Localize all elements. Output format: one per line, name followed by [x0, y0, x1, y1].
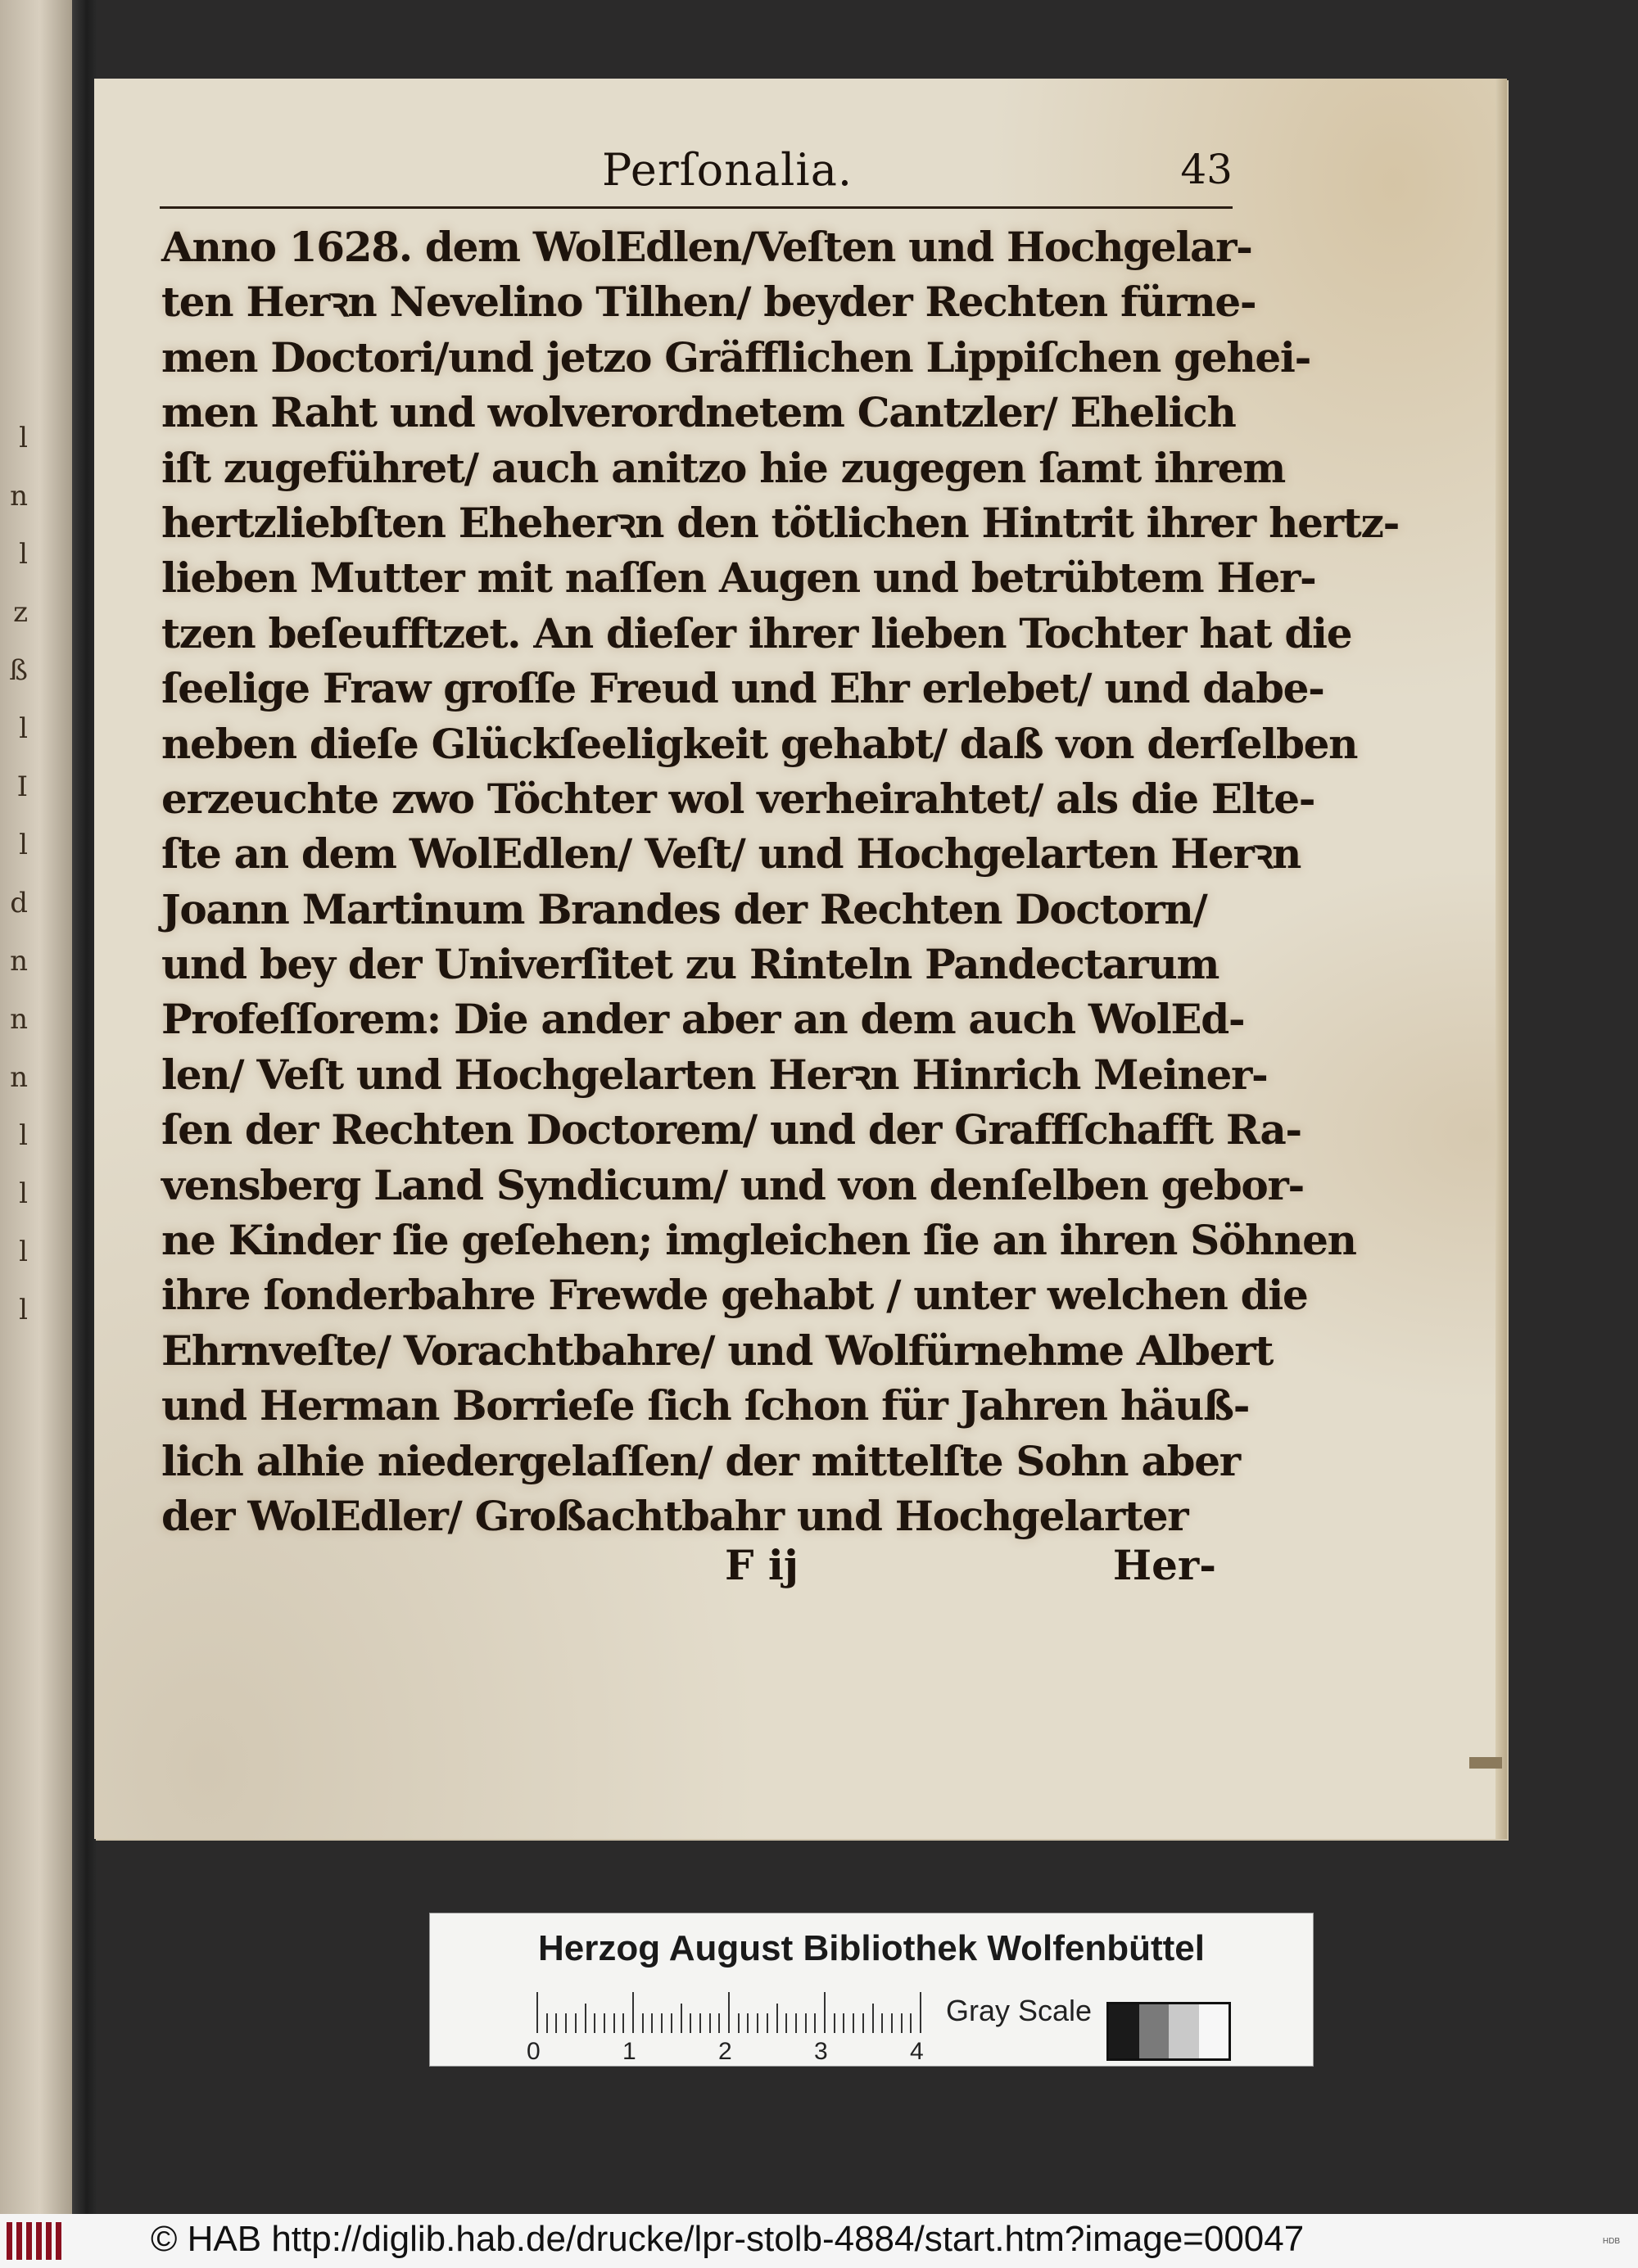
gray-swatch — [1139, 2004, 1170, 2058]
ruler-tick — [565, 2013, 567, 2033]
page-number: 43 — [1180, 146, 1233, 193]
fragment: n — [10, 1061, 28, 1094]
signature-line — [725, 1541, 1216, 1598]
cm-ruler — [536, 1992, 930, 2033]
ruler-tick — [767, 2013, 768, 2033]
text-line: und bey der Univerſitet zu Rinteln Pandectarum — [161, 940, 1219, 989]
text-line: ſte an dem WolEdlen/ Veſt/ und Hochgelarten Herꝛn — [161, 829, 1301, 879]
ruler-tick — [824, 1992, 826, 2033]
logo-bar — [36, 2222, 42, 2260]
logo-bar — [56, 2222, 61, 2260]
catchword: Her- — [1112, 1541, 1216, 1589]
ruler-label: 1 — [622, 2038, 636, 2065]
gray-swatch — [1109, 2004, 1139, 2058]
text-line: Profeſſorem: Die ander aber an dem auch WolEd- — [161, 995, 1245, 1044]
text-line: ſen der Rechten Doctorem/ und der Graffſchafft Ra- — [161, 1105, 1301, 1154]
ruler-tick — [661, 2013, 663, 2033]
gray-scale-label: Gray Scale — [946, 1994, 1093, 2027]
ruler-tick — [651, 2013, 653, 2033]
text-line: lieben Mutter mit naſſen Augen und betrübtem Her- — [161, 553, 1316, 603]
ruler-tick — [690, 2013, 691, 2033]
ruler-tick — [699, 2013, 701, 2033]
footer-mark: HDB — [1602, 2237, 1620, 2246]
ruler-tick — [681, 2004, 682, 2033]
text-line: und Herman Borrieſe ſich ſchon für Jahren häuß- — [161, 1381, 1250, 1430]
ruler-tick — [881, 2013, 883, 2033]
text-line: ſeelige Fraw groſſe Freud und Ehr erlebet/ und dabe- — [161, 664, 1324, 713]
ruler-tick — [718, 2013, 720, 2033]
ruler-tick — [632, 1992, 634, 2033]
text-line: men Raht und wolverordnetem Cantzler/ Ehelich — [161, 388, 1236, 437]
ruler-tick — [671, 2013, 672, 2033]
fragment: n — [10, 1003, 28, 1036]
ruler-tick — [785, 2013, 787, 2033]
ruler-tick — [594, 2013, 595, 2033]
ruler-tick — [709, 2013, 711, 2033]
ruler-tick — [604, 2013, 605, 2033]
fragment: n — [10, 480, 28, 513]
ruler-tick — [622, 2013, 624, 2033]
copyright-url[interactable]: © HAB http://diglib.hab.de/drucke/lpr-stolb-4884/start.htm?image=00047 — [151, 2219, 1305, 2259]
ruler-tick — [910, 2013, 912, 2033]
fragment: l — [19, 1119, 28, 1152]
hab-logo-icon — [7, 2222, 64, 2260]
facing-page-edge — [0, 0, 72, 2268]
ruler-tick — [891, 2013, 893, 2033]
text-line: len/ Veſt und Hochgelarten Herꝛn Hinrich Meiner- — [161, 1050, 1268, 1099]
ruler-tick — [814, 2013, 816, 2033]
ruler-label: 4 — [910, 2038, 924, 2065]
fragment: ß — [9, 654, 28, 687]
fragment: l — [19, 1294, 28, 1326]
ruler-tick — [747, 2013, 749, 2033]
ruler-tick — [834, 2013, 835, 2033]
library-title: Herzog August Bibliothek Wolfenbüttel — [538, 1928, 1205, 1968]
running-head: Perſonalia. — [602, 144, 853, 196]
signature-mark: F ij — [725, 1541, 799, 1589]
gray-scale-swatches — [1106, 2002, 1231, 2061]
fragment: l — [19, 1236, 28, 1268]
ruler-tick — [642, 2013, 644, 2033]
ruler-label: 2 — [718, 2038, 732, 2065]
ruler-tick — [613, 2013, 615, 2033]
header-rule — [160, 206, 1233, 209]
text-line: Ehrnveſte/ Vorachtbahre/ und Wolfürnehme Albert — [161, 1326, 1274, 1375]
text-line: ihre ſonderbahre Frewde gehabt / unter welchen die — [161, 1271, 1308, 1320]
text-line: ten Herꝛn Nevelino Tilhen/ beyder Rechten fürne- — [161, 278, 1256, 327]
color-scale-card — [429, 1913, 1314, 2067]
facing-page-fragments — [0, 409, 33, 1340]
ruler-tick — [585, 2004, 586, 2033]
ruler-tick — [728, 1992, 730, 2033]
ruler-tick — [546, 2013, 548, 2033]
text-line: ne Kinder ſie geſehen; imgleichen ſie an ihren Söhnen — [161, 1216, 1356, 1265]
fragment: n — [10, 945, 28, 978]
text-line: Anno 1628. dem WolEdlen/Veſten und Hochgelar- — [161, 223, 1252, 271]
gray-swatch — [1199, 2004, 1229, 2058]
ruler-tick — [795, 2013, 797, 2033]
ruler-tick — [872, 2004, 874, 2033]
fragment: z — [13, 596, 28, 629]
ruler-tick — [757, 2013, 758, 2033]
ruler-tick — [555, 2013, 557, 2033]
fragment: l — [19, 1177, 28, 1210]
logo-bar — [26, 2222, 32, 2260]
ruler-label: 0 — [527, 2038, 541, 2065]
ruler-label: 3 — [814, 2038, 828, 2065]
text-line: iſt zugeführet/ auch anitzo hie zugegen ſamt ihrem — [161, 443, 1285, 492]
fragment: d — [10, 887, 28, 919]
text-line: neben dieſe Glückſeeligkeit gehabt/ daß von derſelben — [161, 719, 1358, 768]
ruler-tick — [536, 1992, 538, 2033]
text-line: erzeuchte zwo Töchter wol verheirahtet/ als die Elte- — [161, 774, 1315, 823]
ruler-tick — [805, 2013, 807, 2033]
footer-bar — [0, 2214, 1638, 2268]
fragment: I — [16, 770, 28, 803]
logo-bar — [46, 2222, 52, 2260]
text-line: der WolEdler/ Großachtbahr und Hochgelarter — [161, 1491, 1188, 1540]
ruler-tick — [738, 2013, 740, 2033]
logo-bar — [16, 2222, 22, 2260]
ruler-labels — [527, 2038, 952, 2065]
ruler-tick — [843, 2013, 844, 2033]
text-line: men Doctori/und jetzo Gräfflichen Lippiſchen gehei- — [161, 332, 1311, 382]
ruler-tick — [853, 2013, 854, 2033]
text-line: Joann Martinum Brandes der Rechten Doctorn/ — [161, 884, 1207, 933]
text-line: vensberg Land Syndicum/ und von denſelben gebor- — [161, 1160, 1304, 1209]
page-tab — [1469, 1757, 1502, 1769]
ruler-tick — [920, 1992, 921, 2033]
ruler-tick — [776, 2004, 778, 2033]
book-page — [94, 79, 1507, 1839]
gray-swatch — [1169, 2004, 1199, 2058]
body-text — [161, 219, 1400, 1543]
ruler-tick — [575, 2013, 577, 2033]
book-gutter — [72, 0, 97, 2268]
fragment: l — [19, 712, 28, 745]
page-header — [160, 144, 1233, 210]
text-line: lich alhie niedergelaſſen/ der mittelſte Sohn aber — [161, 1436, 1240, 1485]
ruler-tick — [862, 2013, 864, 2033]
fragment: l — [19, 538, 28, 571]
logo-bar — [7, 2222, 12, 2260]
text-line: tzen beſeufftzet. An dieſer ihrer lieben Tochter hat die — [161, 608, 1352, 657]
page-edge — [1495, 79, 1507, 1839]
text-line: hertzliebſten Eheherꝛn den tötlichen Hintrit ihrer hertz- — [161, 498, 1400, 547]
fragment: l — [19, 829, 28, 861]
ruler-tick — [901, 2013, 903, 2033]
fragment: l — [19, 422, 28, 454]
